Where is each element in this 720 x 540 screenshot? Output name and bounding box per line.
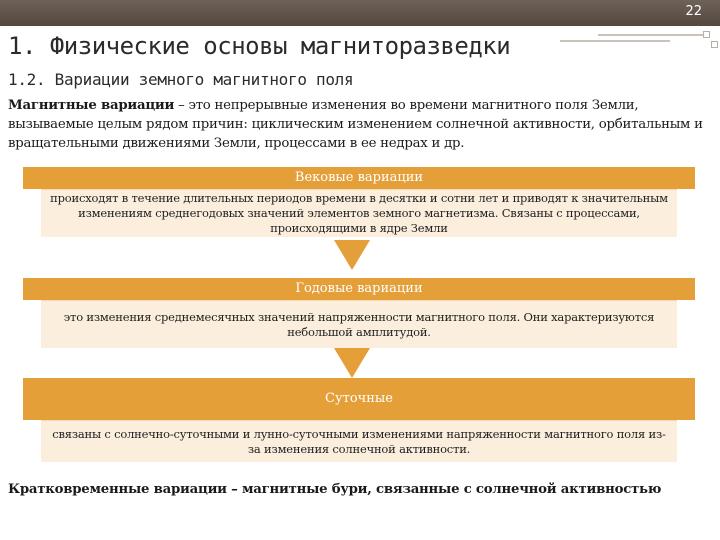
slide-number: 22	[685, 4, 702, 19]
decorative-line	[598, 34, 703, 36]
secular-variations-heading: Вековые вариации	[23, 167, 695, 189]
secular-variations-description: происходят в течение длительных периодов времени в десятки и сотни лет и приводят к значительным изменениям среднегодовых значений элементов земного магнетизма. Связаны с процессами, происходящими в ядре Земли	[41, 189, 677, 237]
page-subtitle: 1.2. Вариации земного магнитного поля	[8, 70, 354, 89]
decorative-line	[560, 40, 670, 42]
page-title: 1. Физические основы магниторазведки	[8, 32, 511, 60]
daily-variations-heading: Суточные	[23, 378, 695, 420]
footer-note	[8, 480, 708, 499]
flow-arrow-1	[334, 240, 370, 270]
footer-term: Кратковременные вариации	[8, 482, 227, 497]
intro-term: Магнитные вариации	[8, 98, 175, 113]
intro-text: – это непрерывные изменения во времени магнитного поля Земли, вызываемые целым рядом причин: циклическим изменением солнечной активности, орбитальным и вращательными движениями Земли, процессами в ее недрах и др.	[8, 98, 703, 151]
daily-variations-description: связаны с солнечно-суточными и лунно-суточными изменениями напряженности магнитного поля из-за изменения солнечной активности.	[41, 420, 677, 462]
annual-variations-block	[23, 278, 695, 348]
footer-text: – магнитные бури, связанные с солнечной активностью	[226, 482, 662, 497]
decorative-square	[703, 31, 710, 38]
daily-variations-block	[23, 378, 695, 462]
flow-arrow-2	[334, 348, 370, 378]
top-bar	[0, 0, 720, 26]
annual-variations-description: это изменения среднемесячных значений напряженности магнитного поля. Они характеризуются небольшой амплитудой.	[41, 300, 677, 348]
secular-variations-block	[23, 167, 695, 237]
decorative-square	[711, 41, 718, 48]
intro-paragraph	[8, 96, 718, 153]
annual-variations-heading: Годовые вариации	[23, 278, 695, 300]
